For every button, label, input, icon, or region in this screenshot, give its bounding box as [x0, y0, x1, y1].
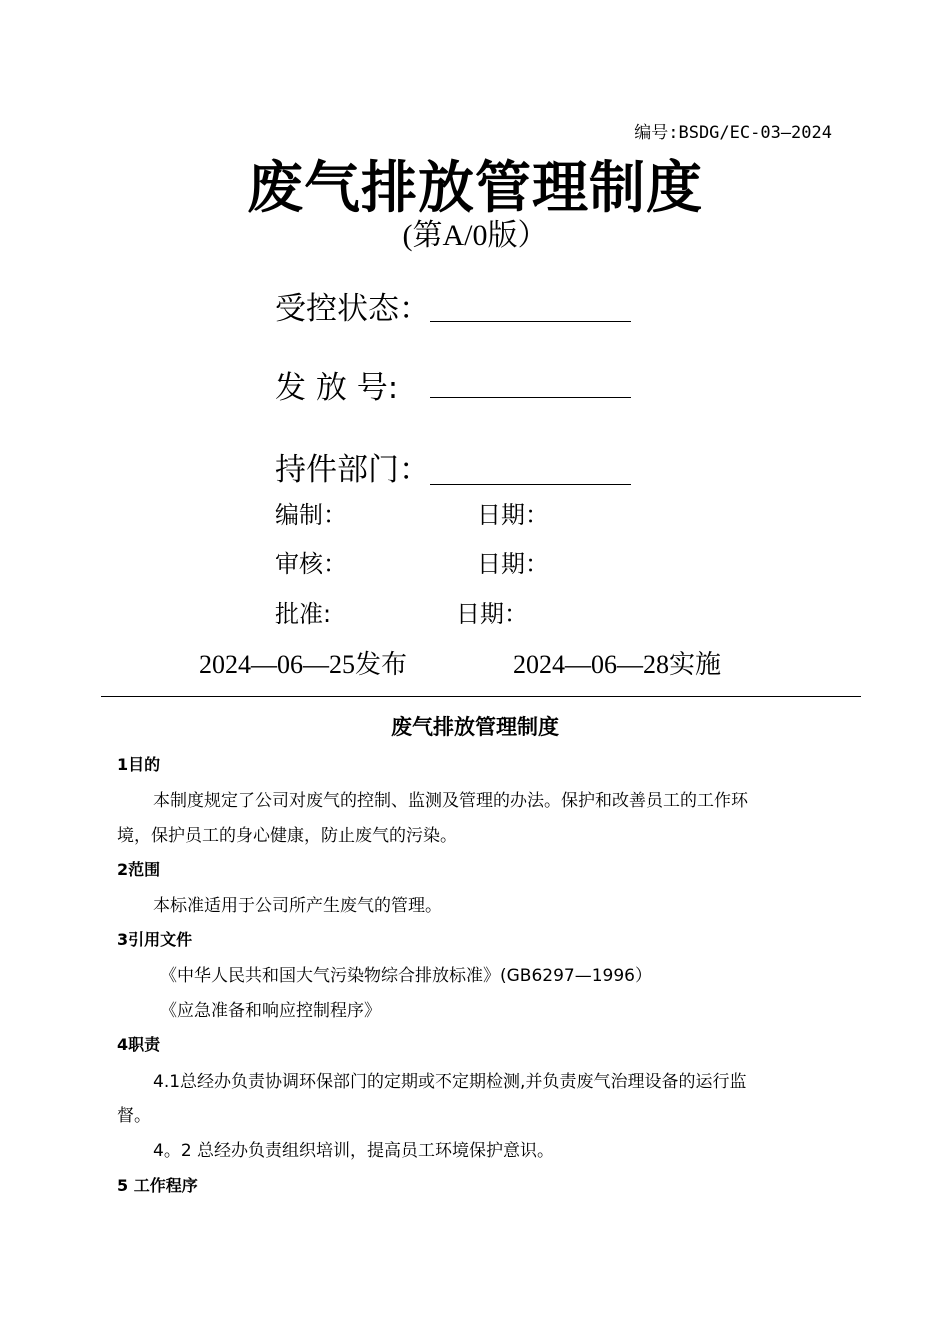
body-title: 废气排放管理制度	[391, 715, 559, 739]
approved-by-label: 批准:	[275, 600, 332, 628]
section-1-line-2: 境，保护员工的身心健康，防止废气的污染。	[117, 826, 457, 846]
section-5-heading: 5 工作程序	[117, 1176, 198, 1195]
release-date: 2024—06—25发布	[199, 650, 408, 679]
section-4-heading: 4职责	[117, 1035, 161, 1054]
issue-number-line	[430, 397, 631, 398]
version-label: (第A/0版）	[402, 219, 548, 252]
holder-department-line	[430, 484, 631, 485]
header-divider	[101, 696, 861, 697]
section-4-1-line-2: 督。	[117, 1106, 151, 1126]
section-2-heading: 2范围	[117, 860, 161, 879]
section-3-reference-1: 《中华人民共和国大气污染物综合排放标准》(GB6297—1996）	[160, 966, 652, 986]
prepared-by-label: 编制：	[275, 501, 347, 529]
approved-date-label: 日期：	[456, 600, 528, 628]
prepared-date-label: 日期：	[477, 501, 549, 529]
holder-department-label: 持件部门：	[275, 452, 430, 488]
control-status-label: 受控状态：	[275, 291, 430, 327]
section-1-line-1: 本制度规定了公司对废气的控制、监测及管理的办法。保护和改善员工的工作环	[153, 791, 748, 811]
section-4-2: 4。2 总经办负责组织培训，提高员工环境保护意识。	[153, 1141, 555, 1161]
reviewed-date-label: 日期：	[477, 550, 549, 578]
section-2-text: 本标准适用于公司所产生废气的管理。	[153, 896, 442, 916]
control-status-line	[430, 321, 631, 322]
issue-number-label: 发 放 号:	[275, 370, 399, 406]
section-4-1-line-1: 4.1总经办负责协调环保部门的定期或不定期检测,并负责废气治理设备的运行监	[153, 1072, 747, 1092]
section-3-reference-2: 《应急准备和响应控制程序》	[160, 1001, 381, 1021]
reviewed-by-label: 审核：	[275, 550, 347, 578]
section-1-heading: 1目的	[117, 755, 161, 774]
document-code: 编号:BSDG/EC-03—2024	[634, 123, 832, 143]
section-3-heading: 3引用文件	[117, 930, 193, 949]
document-title: 废气排放管理制度	[247, 156, 703, 221]
effective-date: 2024—06—28实施	[513, 650, 722, 679]
